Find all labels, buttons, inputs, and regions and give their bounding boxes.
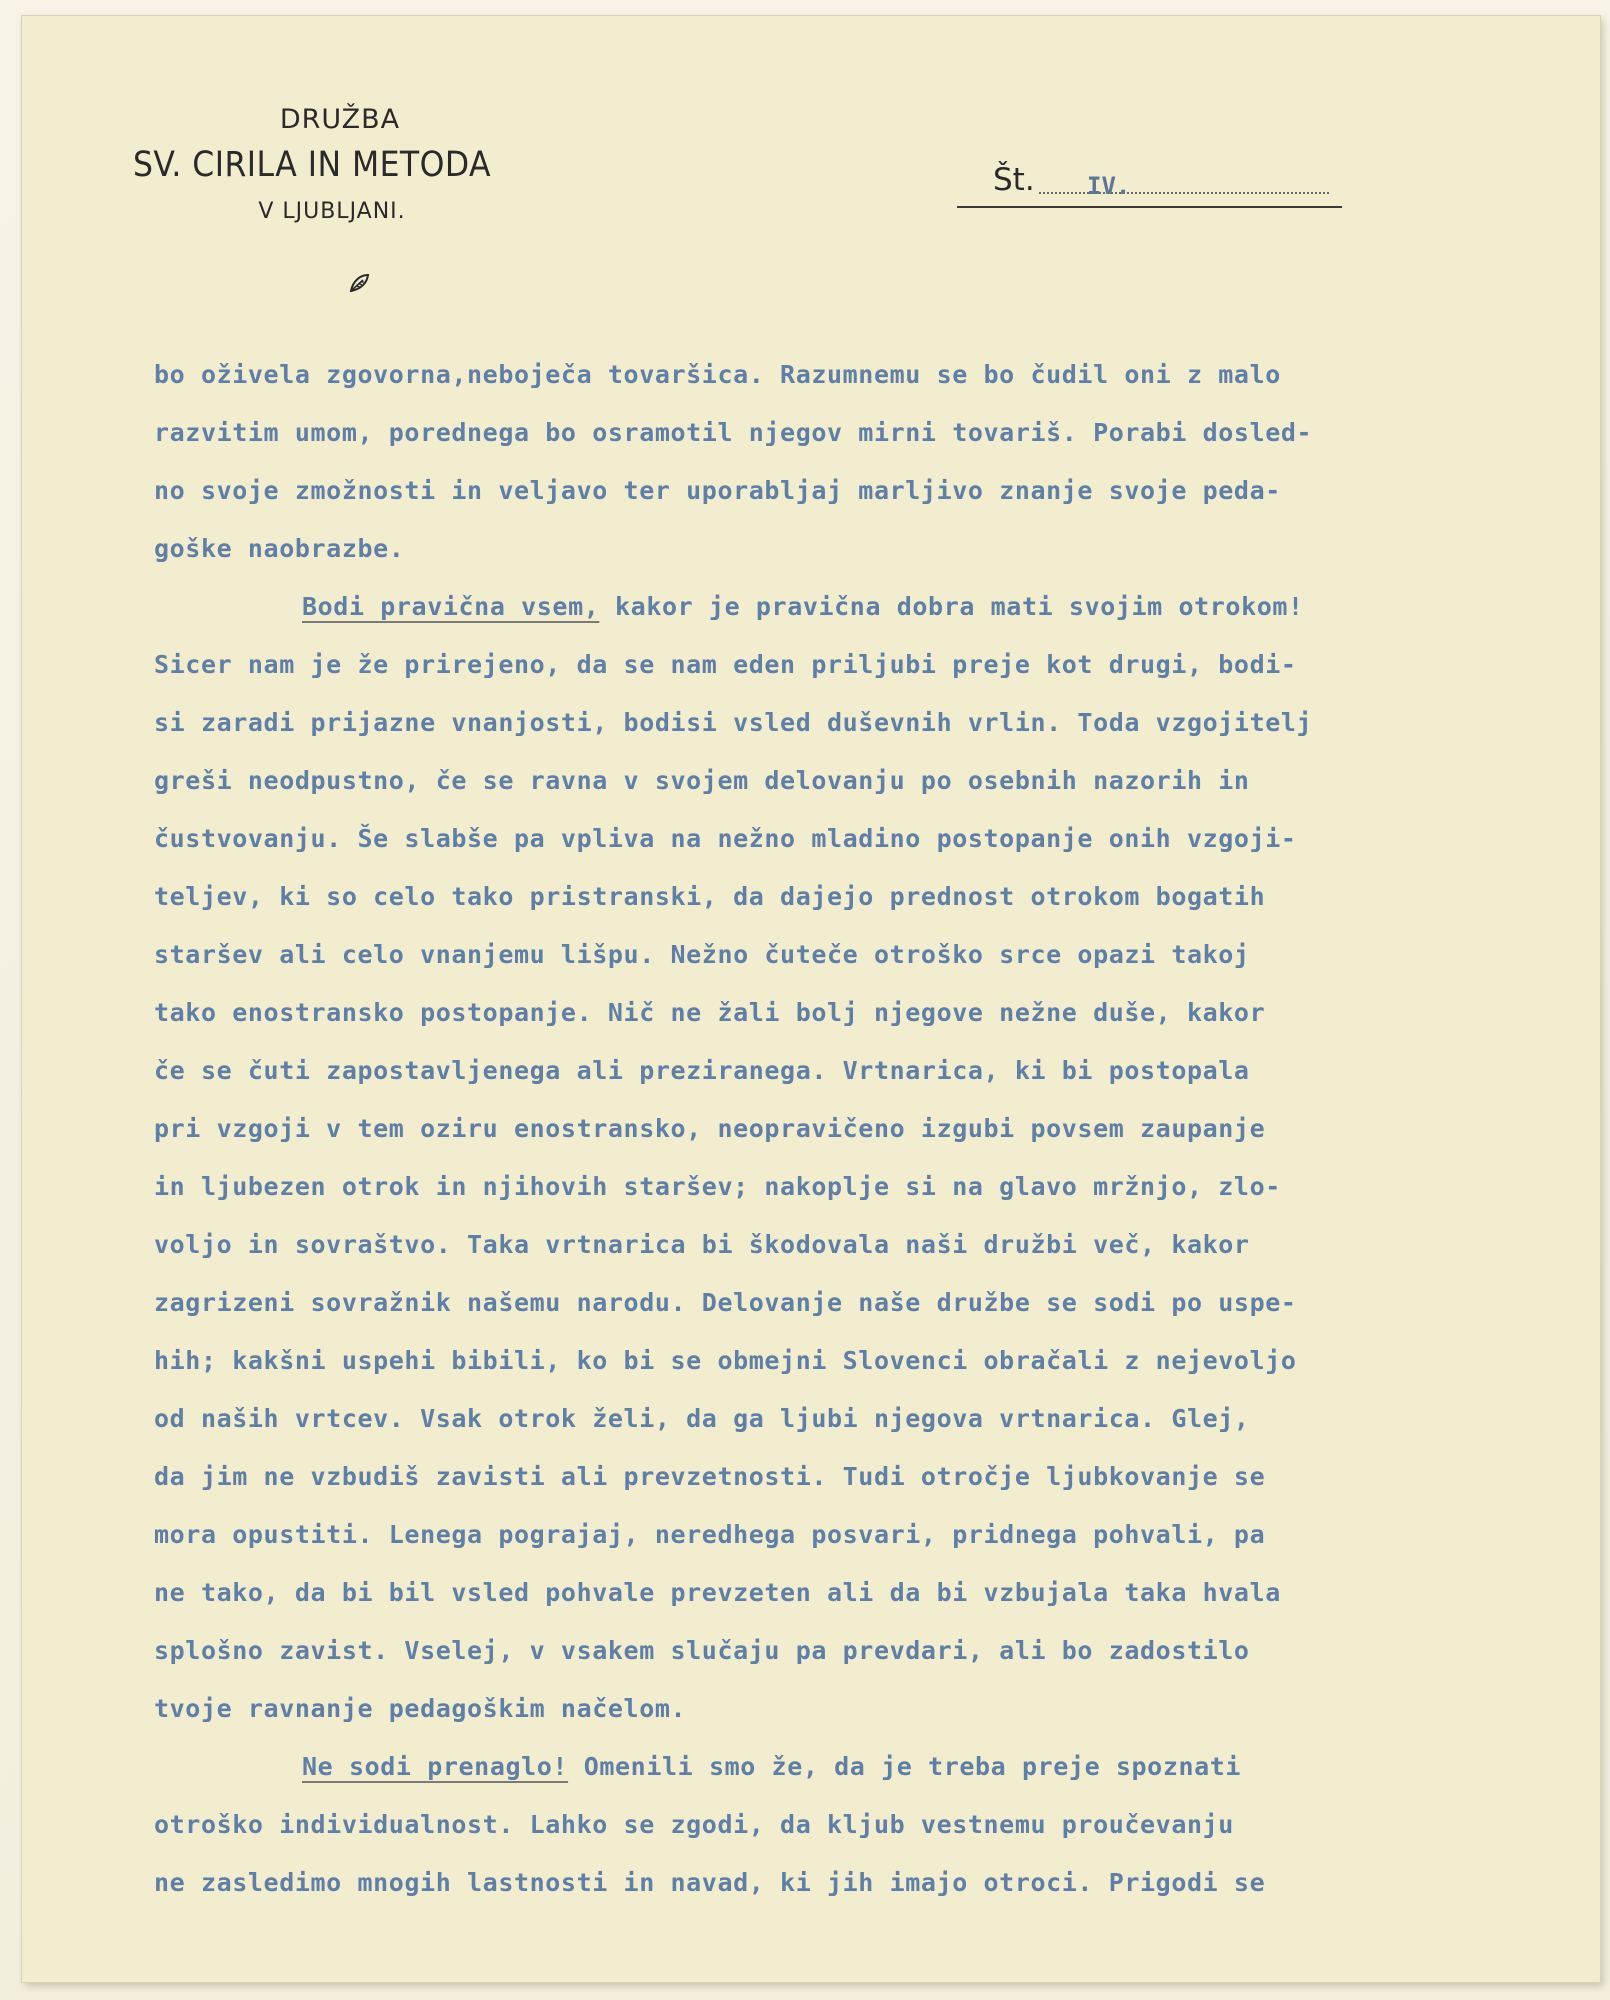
text-line: od naših vrtcev. Vsak otrok želi, da ga ljubi njegova vrtnarica. Glej,	[154, 1404, 1250, 1433]
text-line: mora opustiti. Lenega pograjaj, neredhega posvari, pridnega pohvali, pa	[154, 1520, 1266, 1549]
text-line: no svoje zmožnosti in veljavo ter uporabljaj marljivo znanje svoje peda-	[154, 476, 1281, 505]
text-line: hih; kakšni uspehi bibili, ko bi se obmejni Slovenci obračali z nejevoljo	[154, 1346, 1297, 1375]
number-value: IV.	[1087, 172, 1131, 200]
document-number-field	[957, 158, 1342, 208]
text-line: in ljubezen otrok in njihovih staršev; nakoplje si na glavo mržnjo, zlo-	[154, 1172, 1281, 1201]
text-line: otroško individualnost. Lahko se zgodi, da kljub vestnemu proučevanju	[154, 1810, 1234, 1839]
paragraph-3-first-line	[154, 1738, 1474, 1796]
paragraph-2-heading: Bodi pravična vsem,	[302, 592, 600, 621]
text-line: tvoje ravnanje pedagoškim načelom.	[154, 1694, 687, 1723]
letterhead-society: DRUŽBA	[279, 104, 401, 135]
number-dotted-line	[1039, 192, 1329, 194]
paragraph-3-heading: Ne sodi prenaglo!	[302, 1752, 569, 1781]
text-line: Sicer nam je že prirejeno, da se nam eden priljubi preje kot drugi, bodi-	[154, 650, 1297, 679]
text-line: zagrizeni sovražnik našemu narodu. Delovanje naše družbe se sodi po uspe-	[154, 1288, 1297, 1317]
letterhead-city: V LJUBLJANI.	[258, 199, 406, 224]
text-line: splošno zavist. Vselej, v vsakem slučaju pa prevdari, ali bo zadostilo	[154, 1636, 1250, 1665]
text-line: staršev ali celo vnanjemu lišpu. Nežno čuteče otroško srce opazi takoj	[154, 940, 1250, 969]
letterhead-name: SV. CIRILA IN METODA	[132, 145, 492, 185]
paragraph-3-lead: Omenili smo že, da je treba preje spoznati	[568, 1752, 1242, 1781]
text-line: če se čuti zapostavljenega ali preziranega. Vrtnarica, ki bi postopala	[154, 1056, 1250, 1085]
letterhead	[112, 104, 512, 224]
text-line: tako enostransko postopanje. Nič ne žali bolj njegove nežne duše, kakor	[154, 998, 1266, 1027]
text-line: greši neodpustno, če se ravna v svojem delovanju po osebnih nazorih in	[154, 766, 1250, 795]
text-line: teljev, ki so celo tako pristranski, da dajejo prednost otrokom bogatih	[154, 882, 1266, 911]
leaf-ornament-icon	[348, 272, 370, 294]
text-line: bo oživela zgovorna,neboječa tovaršica. Razumnemu se bo čudil oni z malo	[154, 360, 1281, 389]
document-page	[22, 16, 1600, 1982]
text-line: si zaradi prijazne vnanjosti, bodisi vsled duševnih vrlin. Toda vzgojitelj	[154, 708, 1313, 737]
paragraph-2-lead: kakor je pravična dobra mati svojim otrokom!	[599, 592, 1304, 621]
paragraph-2-first-line	[154, 578, 1474, 636]
text-line: ne tako, da bi bil vsled pohvale prevzeten ali da bi vzbujala taka hvala	[154, 1578, 1281, 1607]
text-line: čustvovanju. Še slabše pa vpliva na nežno mladino postopanje onih vzgoji-	[154, 824, 1297, 853]
text-line: razvitim umom, porednega bo osramotil njegov mirni tovariš. Porabi dosled-	[154, 418, 1313, 447]
text-line: goške naobrazbe.	[154, 534, 405, 563]
typed-body-text	[154, 346, 1474, 1912]
text-line: pri vzgoji v tem oziru enostransko, neopravičeno izgubi povsem zaupanje	[154, 1114, 1266, 1143]
text-line: da jim ne vzbudiš zavisti ali prevzetnosti. Tudi otročje ljubkovanje se	[154, 1462, 1266, 1491]
text-line: voljo in sovraštvo. Taka vrtnarica bi škodovala naši družbi več, kakor	[154, 1230, 1250, 1259]
number-label: Št.	[993, 162, 1035, 198]
text-line: ne zasledimo mnogih lastnosti in navad, ki jih imajo otroci. Prigodi se	[154, 1868, 1266, 1897]
